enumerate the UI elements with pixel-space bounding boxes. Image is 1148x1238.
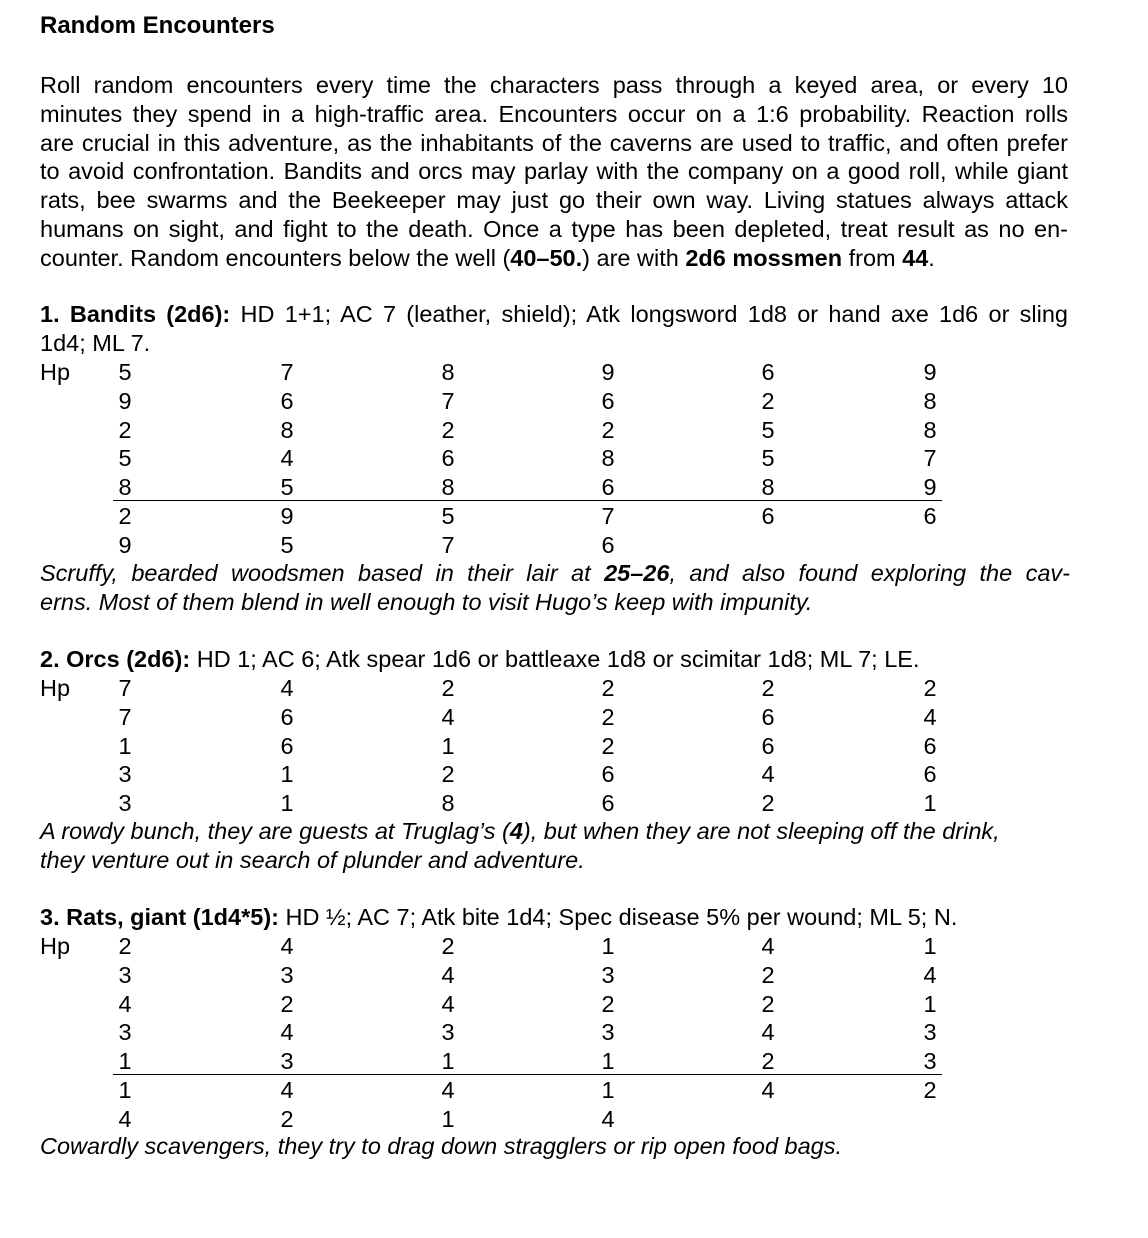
rats-hp-value: 3 [280, 1048, 294, 1075]
bandits-hp-value: 7 [441, 387, 455, 414]
bandits-hp-value: 9 [923, 359, 937, 385]
rats-hp-value: 4 [280, 1077, 294, 1103]
orcs-hp-value: 2 [601, 675, 615, 701]
bandits-hp-value: 6 [601, 531, 615, 558]
orcs-hp-value: 3 [118, 790, 132, 817]
orcs-hp-value: 2 [601, 732, 615, 759]
rats-hp-value: 1 [118, 1077, 132, 1103]
rats-hp-value: 2 [280, 1105, 294, 1132]
orcs-hp-value: 2 [441, 761, 455, 788]
rats-stats-line: 3. Rats, giant (1d4*5): HD ½; AC 7; Atk bite 1d4; Spec disease 5% per wound; ML 5; N. [40, 904, 958, 930]
rats-hp-value: 2 [923, 1077, 937, 1103]
rats-description: Cowardly scavengers, they try to drag down stragglers or rip open food bags. [40, 1133, 843, 1159]
rats-hp-value: 2 [761, 961, 775, 988]
bandits-hp-value: 7 [601, 503, 615, 529]
bandits-hp-value: 5 [280, 474, 294, 501]
intro-line: minutes they spend in a high-traffic area. Encounters occur on a 1:6 probability. Reaction rolls [40, 100, 1068, 127]
bandits-hp-value: 7 [441, 531, 455, 558]
bandits-hp-value: 7 [280, 359, 294, 385]
intro-line: are crucial in this adventure, as the inhabitants of the caverns are used to traffic, and often prefer [40, 129, 1068, 156]
orcs-hp-value: 2 [761, 790, 775, 817]
rats-stat-block [40, 903, 1068, 932]
rats-hp-value: 2 [761, 990, 775, 1017]
orcs-hp-value: 6 [280, 703, 294, 730]
orcs-hp-value: 6 [923, 732, 937, 759]
orcs-stats-line: 2. Orcs (2d6): HD 1; AC 6; Atk spear 1d6 or battleaxe 1d8 or scimitar 1d8; ML 7; LE. [40, 646, 920, 672]
bandits-hp-value: 5 [761, 445, 775, 472]
rats-hp-value: 4 [761, 1019, 775, 1046]
bandits-hp-value: 5 [280, 531, 294, 558]
orcs-hp-value: 6 [280, 732, 294, 759]
bandits-hp-value: 8 [601, 445, 615, 472]
area-ref: 4 [509, 818, 523, 844]
area-ref: 44 [902, 244, 929, 271]
orcs-hp-value: 7 [118, 675, 132, 701]
bandits-hp-value: 2 [118, 416, 132, 443]
orcs-hp-value: 8 [441, 790, 455, 817]
bandits-hp-value: 4 [280, 445, 294, 472]
rats-hp-value: 3 [923, 1048, 937, 1075]
rats-hp-value: 1 [923, 933, 937, 959]
bandits-hp-value: 9 [280, 503, 294, 529]
rats-hp-value: 3 [601, 961, 615, 988]
rats-hp-value: 1 [441, 1105, 455, 1132]
orcs-hp-value: 1 [923, 790, 937, 817]
rats-hp-value: 2 [118, 933, 132, 959]
bandits-hp-value: 8 [923, 416, 937, 443]
orcs-hp-value: 6 [601, 790, 615, 817]
bandits-name: 1. Bandits (2d6): [40, 301, 231, 327]
orcs-name: 2. Orcs (2d6): [40, 646, 191, 672]
bandits-hp-value: 6 [761, 359, 775, 385]
bandits-hp-value: 9 [923, 474, 937, 501]
bandits-hp-value: 2 [601, 416, 615, 443]
bandits-hp-value: 8 [441, 474, 455, 501]
rats-hp-value: 3 [118, 961, 132, 988]
bandits-hp-value: 6 [601, 387, 615, 414]
rats-hp-value: 4 [923, 961, 937, 988]
mossmen-ref: 2d6 mossmen [685, 244, 843, 271]
rats-hp-value: 3 [280, 961, 294, 988]
orcs-hp-value: 2 [923, 675, 937, 701]
bandits-hp-label: Hp [40, 359, 71, 385]
orcs-hp-value: 6 [761, 732, 775, 759]
bandits-hp-value: 2 [441, 416, 455, 443]
orcs-hp-label: Hp [40, 675, 71, 701]
rats-hp-value: 1 [601, 1077, 615, 1103]
bandits-hp-value: 6 [280, 387, 294, 414]
intro-line: to avoid confrontation. Bandits and orcs may parlay with the company on a good roll, while giant [40, 158, 1068, 185]
rats-hp-value: 3 [118, 1019, 132, 1046]
bandits-hp-value: 6 [761, 503, 775, 529]
rats-hp-value: 4 [441, 961, 455, 988]
intro-paragraph [40, 71, 1068, 273]
orcs-hp-value: 2 [761, 675, 775, 701]
orcs-hp-value: 6 [761, 703, 775, 730]
orcs-hp-value: 6 [923, 761, 937, 788]
orcs-hp-value: 7 [118, 703, 132, 730]
bandits-hp-value: 6 [441, 445, 455, 472]
bandits-stats-line: 1. Bandits (2d6): HD 1+1; AC 7 (leather, shield); Atk longsword 1d8 or hand axe 1d6 or sling [40, 301, 1068, 327]
rats-hp-value: 4 [118, 1105, 132, 1132]
rats-hp-value: 1 [923, 990, 937, 1017]
bandits-hp-value: 6 [601, 474, 615, 501]
bandits-hp-value: 8 [118, 474, 132, 501]
bandits-hp-value: 8 [441, 359, 455, 385]
bandits-hp-value: 5 [441, 503, 455, 529]
rats-hp-value: 2 [761, 1048, 775, 1075]
page-title: Random Encounters [40, 12, 275, 39]
rats-hp-value: 4 [761, 933, 775, 959]
rats-hp-value: 4 [441, 990, 455, 1017]
bandits-hp-value: 9 [118, 531, 132, 558]
orcs-stat-block [40, 645, 1068, 674]
orcs-hp-value: 4 [923, 703, 937, 730]
rats-hp-value: 4 [761, 1077, 775, 1103]
rats-hp-value: 2 [601, 990, 615, 1017]
bandits-hp-value: 5 [118, 359, 132, 385]
rats-hp-value: 1 [601, 933, 615, 959]
rats-hp-label: Hp [40, 933, 71, 959]
intro-line: rats, bee swarms and the Beekeeper may just go their own way. Living statues always attack [40, 187, 1068, 214]
rats-hp-value: 2 [441, 933, 455, 959]
intro-line: Roll random encounters every time the characters pass through a keyed area, or every 10 [40, 72, 1068, 98]
bandits-hp-value: 7 [923, 445, 937, 472]
rats-hp-value: 3 [923, 1019, 937, 1046]
orcs-hp-value: 6 [601, 761, 615, 788]
orcs-hp-value: 4 [761, 761, 775, 788]
bandits-hp-value: 8 [761, 474, 775, 501]
rats-hp-value: 3 [441, 1019, 455, 1046]
orcs-hp-value: 2 [601, 703, 615, 730]
rats-hp-value: 3 [601, 1019, 615, 1046]
bandits-hp-value: 5 [118, 445, 132, 472]
rats-hp-divider [113, 1074, 942, 1075]
area-ref: 25–26 [604, 560, 670, 586]
orcs-description: A rowdy bunch, they are guests at Truglag’s (4), but when they are not sleeping off the drink, they venture out in search of plunder and adventure. [40, 818, 1000, 873]
bandits-hp-value: 2 [118, 503, 132, 529]
intro-line-last: counter. Random encounters below the well (40–50.) are with 2d6 mossmen from 44. [40, 244, 935, 271]
bandits-description: Scruffy, bearded woodsmen based in their lair at 25–26, and also found exploring the cav- erns. Most of them blend in well enough to visit Hugo’s keep with impunity. [40, 560, 1070, 615]
area-ref: 40–50. [510, 244, 583, 271]
bandits-hp-value: 2 [761, 387, 775, 414]
bandits-hp-divider [113, 500, 942, 501]
orcs-hp-value: 1 [280, 761, 294, 788]
rats-hp-value: 4 [280, 933, 294, 959]
bandits-hp-value: 8 [280, 416, 294, 443]
orcs-hp-value: 4 [441, 703, 455, 730]
rats-hp-value: 1 [441, 1048, 455, 1075]
rats-hp-value: 4 [601, 1105, 615, 1132]
bandits-stat-block [40, 300, 1068, 358]
rats-hp-value: 1 [118, 1048, 132, 1075]
rats-hp-value: 1 [601, 1048, 615, 1075]
bandits-hp-value: 9 [118, 387, 132, 414]
bandits-hp-value: 5 [761, 416, 775, 443]
rats-hp-value: 4 [441, 1077, 455, 1103]
intro-line: humans on sight, and fight to the death. Once a type has been depleted, treat result as no en- [40, 215, 1068, 242]
orcs-hp-value: 3 [118, 761, 132, 788]
rats-hp-value: 2 [280, 990, 294, 1017]
orcs-hp-value: 2 [441, 675, 455, 701]
bandits-stats-line-2: 1d4; ML 7. [40, 329, 151, 356]
orcs-hp-value: 1 [118, 732, 132, 759]
bandits-hp-value: 6 [923, 503, 937, 529]
bandits-hp-value: 9 [601, 359, 615, 385]
bandits-hp-value: 8 [923, 387, 937, 414]
rats-name: 3. Rats, giant (1d4*5): [40, 904, 279, 930]
rats-hp-value: 4 [118, 990, 132, 1017]
orcs-hp-value: 4 [280, 675, 294, 701]
rats-hp-value: 4 [280, 1019, 294, 1046]
orcs-hp-value: 1 [280, 790, 294, 817]
orcs-hp-value: 1 [441, 732, 455, 759]
